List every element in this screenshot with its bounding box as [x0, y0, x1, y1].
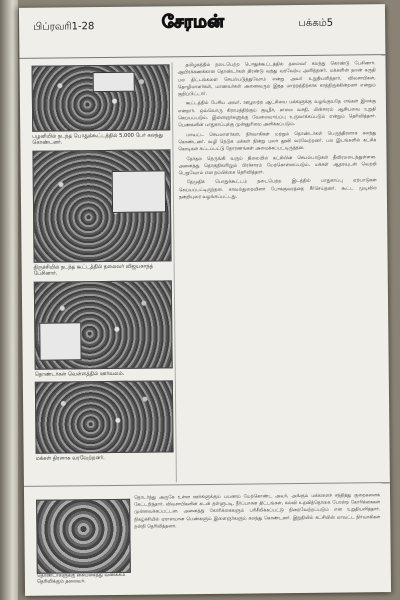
bottom-photo [36, 499, 131, 574]
bottom-photo-caption: தொண்டர்களுக்கு கையசைத்து வணக்கம் தெரிவிக்கும் தலைவர். [36, 572, 126, 585]
article-paragraph: கூட்டத்தில் பேசிய அவர், ஊழலற்ற ஆட்சியை மக்களுக்கு வழங்குவதே எங்கள் இலக்கு என்றார். ஒவ்வொரு கிராமத்திற்கும் குடிநீர், சாலை வசதி, மின்சாரம் ஆகியவை உறுதி செய்யப்படும். இளைஞர்களுக்கு வேலைவாய்ப்பு உருவாக்கப்படும் என்றும் தெரிவித்தார். பெண்களின் பாதுகாப்புக்கு முன்னுரிமை அளிக்கப்படும். [177, 99, 377, 129]
page-number: பக்கம்5 [298, 17, 334, 30]
masthead: சேரமன் [161, 11, 225, 33]
newspaper-page [19, 4, 391, 596]
article-paragraph: தேமுதிக பொதுக்கூட்டம் நடைபெற்ற இடத்தில் பாதுகாப்பு ஏற்பாடுகள் செய்யப்பட்டிருந்தன. காவல்துறையினர் போக்குவரத்தை சீர்செய்தனர். கூட்ட முடிவில் நன்றியுரை வழங்கப்பட்டது. [178, 178, 377, 201]
article-paragraph: தேர்தல் நெருங்கி வரும் நிலையில் கட்சியின் செயல்பாடுகள் தீவிரமடைந்துள்ளன. அனைத்து தொகுதிகளிலும் பிரச்சாரம் மேற்கொள்ளப்படும். மக்கள் ஆதரவுடன் வெற்றி பெறுவோம் என நம்பிக்கை தெரிவித்தார். [178, 154, 377, 177]
left-page-edge [0, 0, 18, 600]
page-header [19, 4, 386, 59]
photo-caption-1: பழனியில் நடந்த பொதுக்கூட்டத்தில் 5,000 பேர் கலந்து கொண்டனர். [32, 132, 163, 147]
photo-column [32, 64, 172, 466]
bottom-story [36, 490, 381, 590]
article-paragraph: தமிழகத்தில் நடைபெற்ற பொதுக்கூட்டத்தில் தலைவர் கலந்து கொண்டு பேசினார். ஆயிரக்கணக்கான தொண்டர்கள் திரண்டு வந்து வரவேற்பு அளித்தனர். மக்களின் நலன் கருதி பல திட்டங்களை செயல்படுத்துவோம் என்று அவர் உறுதியளித்தார். விவசாயிகள், தொழிலாளர்கள், மாணவர்கள் அனைவரும் இந்த மாற்றத்திற்காக காத்திருக்கின்றனர் என்றும் குறிப்பிட்டார். [177, 61, 376, 98]
news-photo-3 [34, 280, 173, 369]
article-body [178, 60, 380, 460]
photo-caption-4: மக்கள் திரளாக வரவேற்றனர். [35, 455, 105, 462]
section-divider [24, 482, 390, 487]
news-photo-1 [32, 64, 171, 131]
photo-caption-2: திருச்சியில் நடந்த கூட்டத்தில் தலைவர் விஜயகாந்த் பேசினார். [33, 263, 154, 278]
bottom-article-text: தொடர்ந்து அருகே உள்ள ஊர்களுக்கும் பயணம் மேற்கொண்ட அவர், அங்கும் மக்களைச் சந்தித்து குறைகளைக் கேட்டறிந்தார். விவசாயிகளின் கடன் தள்ளுபடி, நீர்ப்பாசன திட்டங்கள், கல்வி உதவித்தொகை போன்ற கோரிக்கைகள் முன்வைக்கப்பட்டன. அனைத்து கோரிக்கைகளும் பரிசீலிக்கப்பட்டு நிறைவேற்றப்படும் என உறுதியளித்தார். நிகழ்ச்சியில் ஏராளமான பெண்களும் இளைஞர்களும் கலந்து கொண்டனர். இறுதியில் கட்சியின் மாவட்ட நிர்வாகிகள் நன்றி தெரிவித்தனர். [134, 493, 381, 530]
issue-date: பிப்ரவரி1-28 [33, 21, 95, 33]
article-paragraph: மாவட்ட செயலாளர்கள், நிர்வாகிகள் மற்றும் தொண்டர்கள் பெருந்திரளாக கலந்து கொண்டனர். வழி நெடுக மக்கள் நின்று மலர் தூவி வரவேற்றனர். பல இடங்களில் கட்சிக் கொடிகள் கட்டப்பட்டு தோரணங்கள் அமைக்கப்பட்டிருந்தன. [178, 130, 377, 153]
news-photo-2 [32, 149, 171, 262]
news-photo-4 [35, 380, 174, 453]
photo-caption-3: தொண்டர்கள் வெள்ளத்தில் ஊர்வலம். [34, 370, 125, 378]
